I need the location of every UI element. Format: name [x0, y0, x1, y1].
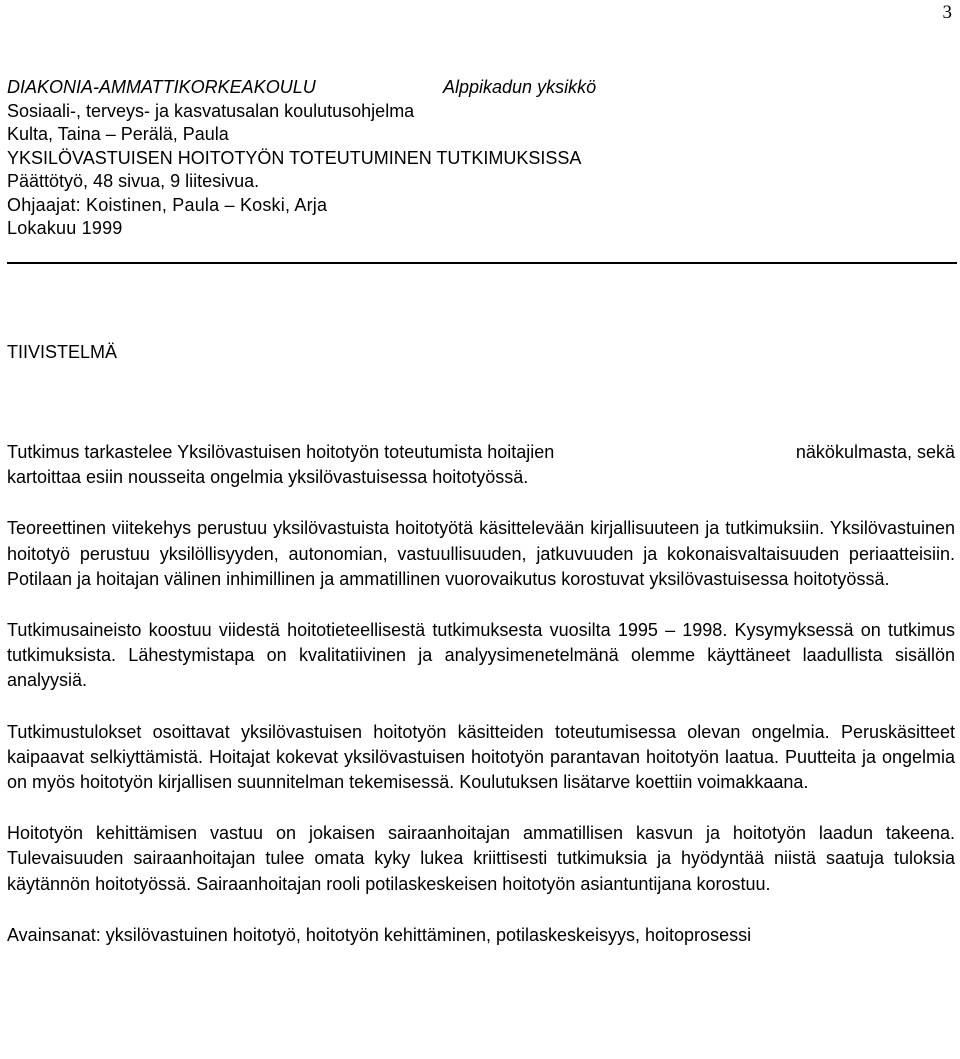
- authors: Kulta, Taina – Perälä, Paula: [7, 124, 229, 144]
- abstract-title: TIIVISTELMÄ: [7, 342, 118, 362]
- programme: Sosiaali-, terveys- ja kasvatusalan koulutusohjelma: [7, 100, 415, 121]
- page-number: 3: [942, 2, 952, 23]
- header-school-line: [7, 76, 955, 100]
- unit-name: Alppikadun yksikkö: [443, 77, 597, 97]
- paragraph-1-first-line: [7, 440, 955, 465]
- paragraph-2: Teoreettinen viitekehys perustuu yksilövastuista hoitotyötä käsittelevään kirjallisuuteen ja tutkimuksiin. Yksilövastuinen hoitotyö perustuu yksilöllisyyden, autonomian, vastuullisuuden, jatkuvuuden ja kokonaisvaltaisuuden periaatteisiin. Potilaan ja hoitajan välinen inhimillinen ja ammatillinen vuorovaikutus korostuvat yksilövastuisessa hoitotyössä.: [7, 518, 955, 589]
- paragraph-1-right: näkökulmasta, sekä: [795, 442, 955, 462]
- date: Lokakuu 1999: [7, 218, 123, 238]
- page-count: Päättötyö, 48 sivua, 9 liitesivua.: [7, 171, 260, 191]
- paragraph-1-rest: kartoittaa esiin nousseita ongelmia yksilövastuisessa hoitotyössä.: [7, 467, 529, 488]
- thesis-title: YKSILÖVASTUISEN HOITOTYÖN TOTEUTUMINEN TUTKIMUKSISSA: [7, 147, 582, 168]
- header-divider: [7, 262, 957, 264]
- paragraph-3: Tutkimusaineisto koostuu viidestä hoitotieteellisestä tutkimuksesta vuosilta 1995 – 1998. Kysymyksessä on tutkimus tutkimuksista. Lähestymistapa on kvalitatiivinen ja analyysimenetelmänä olemme käyttäneet laadullista sisällön analyysiä.: [7, 620, 955, 691]
- keywords: Avainsanat: yksilövastuinen hoitotyö, hoitotyön kehittäminen, potilaskeskeisyys, hoitoprosessi: [7, 924, 752, 945]
- supervisors: Ohjaajat: Koistinen, Paula – Koski, Arja: [7, 194, 328, 215]
- paragraph-5: Hoitotyön kehittämisen vastuu on jokaisen sairaanhoitajan ammatillisen kasvun ja hoitotyön laadun takeena. Tulevaisuuden sairaanhoitajan tulee omata kyky lukea kriittisesti tutkimuksia ja hyödyntää niistä saatuja tuloksia käytännön hoitotyössä. Sairaanhoitajan rooli potilaskeskeisen hoitotyön asiantuntijana korostuu.: [7, 823, 955, 894]
- paragraph-1: [7, 440, 955, 490]
- abstract-body: [7, 440, 955, 974]
- paragraph-4: Tutkimustulokset osoittavat yksilövastuisen hoitotyön käsitteiden toteutumisessa olevan ongelmia. Peruskäsitteet kaipaavat selkiyttämistä. Hoitajat kokevat yksilövastuisen hoitotyön parantavan hoitotyön laatua. Puutteita ja ongelmia on myös hoitotyön kirjallisen suunnitelman tekemisessä. Koulutuksen lisätarve koettiin voimakkaana.: [7, 721, 955, 793]
- school-name: DIAKONIA-AMMATTIKORKEAKOULU: [7, 77, 316, 97]
- paragraph-1-left: Tutkimus tarkastelee Yksilövastuisen hoitotyön toteutumista hoitajien: [7, 442, 555, 462]
- document-header: [7, 76, 955, 241]
